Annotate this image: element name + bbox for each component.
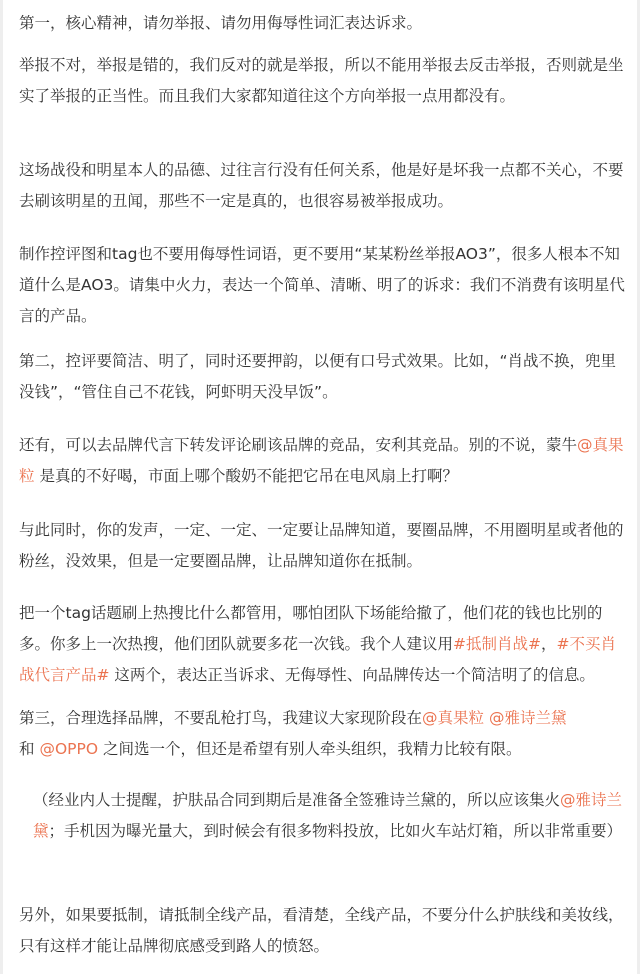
paragraph-3: 这场战役和明星本人的品德、过往言行没有任何关系，他是好是坏我一点都不关心，不要去刷该明星的丑闻，那些不一定是真的，也很容易被举报成功。 xyxy=(19,161,624,210)
mention-zhenguoli-2[interactable]: @真果粒 xyxy=(422,709,485,727)
paragraph-11: 另外，如果要抵制，请抵制全线产品，看清楚，全线产品，不要分什么护肤线和美妆线，只有这样才能让品牌彻底感受到路人的愤怒。 xyxy=(19,906,624,955)
mention-oppo[interactable]: @OPPO xyxy=(39,740,99,758)
paragraph-9-text-a: 第三，合理选择品牌，不要乱枪打鸟，我建议大家现阶段在 xyxy=(19,709,423,727)
paragraph-4: 制作控评图和tag也不要用侮辱性词语，更不要用“某某粉丝举报AO3”，很多人根本不知道什么是AO3。请集中火力，表达一个简单、清晰、明了的诉求：我们不消费有该明星代言的产品。 xyxy=(19,245,625,325)
paragraph-10-text-a: （经业内人士提醒，护肤品合同到期后是准备全签雅诗兰黛的，所以应该集火 xyxy=(33,791,561,809)
paragraph-8 xyxy=(19,598,631,691)
paragraph-5: 第二，控评要简洁、明了，同时还要押韵，以便有口号式效果。比如，“肖战不换，兜里没钱”，“管住自己不花钱，阿虾明天没早饭”。 xyxy=(19,352,617,401)
hashtag-boycott[interactable]: #抵制肖战# xyxy=(453,635,541,653)
paragraph-6-text-b: 是真的不好喝，市面上哪个酸奶不能把它吊在电风扇上打啊？ xyxy=(34,467,458,485)
paragraph-6 xyxy=(19,430,631,492)
hashtag-no-buy[interactable]: #不买肖战代言产品# xyxy=(19,635,617,684)
paragraph-6-text-a: 还有，可以去品牌代言下转发评论刷该品牌的竞品，安利其竞品。别的不说，蒙牛 xyxy=(19,436,578,454)
paragraph-2: 举报不对，举报是错的，我们反对的就是举报，所以不能用举报去反击举报，否则就是坐实了举报的正当性。而且我们大家都知道往这个方向举报一点用都没有。 xyxy=(19,56,624,105)
paragraph-8-text-b: 这两个，表达正当诉求、无侮辱性、向品牌传达一个简洁明了的信息。 xyxy=(109,666,595,684)
mention-estee-lauder[interactable]: @雅诗兰黛 xyxy=(488,709,567,727)
paragraph-9 xyxy=(19,703,566,765)
paragraph-8-text-a: 把一个tag话题刷上热搜比什么都管用，哪怕团队下场能给撤了，他们花的钱也比别的多。你多上一次热搜，他们团队就要多花一次钱。我个人建议用 xyxy=(19,604,603,653)
paragraph-9-and: 和 xyxy=(19,740,40,758)
paragraph-8-separator: ， xyxy=(541,635,557,653)
paragraph-9-text-b: 之间选一个，但还是希望有别人牵头组织，我精力比较有限。 xyxy=(98,740,522,758)
mention-estee-lauder-2[interactable]: @雅诗兰黛 xyxy=(33,791,623,840)
paragraph-10-text-b: ；手机因为曝光量大，到时候会有很多物料投放，比如火车站灯箱，所以非常重要） xyxy=(48,822,623,840)
mention-zhenguoli[interactable]: @真果粒 xyxy=(19,436,624,485)
paragraph-7: 与此同时，你的发声，一定、一定、一定要让品牌知道，要圈品牌，不用圈明星或者他的粉丝，没效果，但是一定要圈品牌，让品牌知道你在抵制。 xyxy=(19,521,624,570)
paragraph-10 xyxy=(19,785,631,847)
paragraph-1: 第一，核心精神，请勿举报、请勿用侮辱性词汇表达诉求。 xyxy=(19,14,423,32)
